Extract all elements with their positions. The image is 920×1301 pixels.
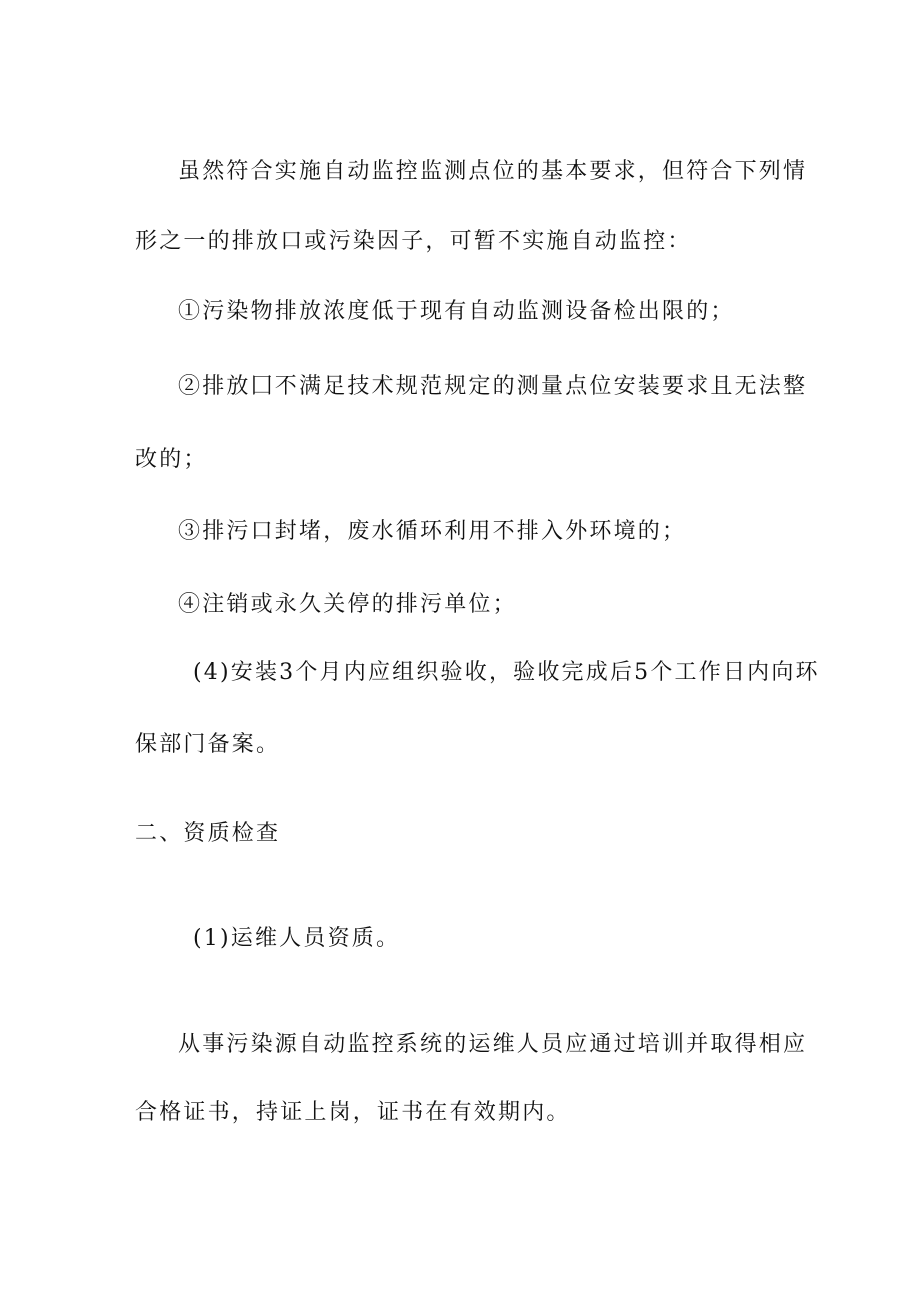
list-item-4: ④注销或永久关停的排污单位； xyxy=(178,592,517,617)
paragraph-4-line-2: 保部门备案。 xyxy=(135,732,281,757)
list-item-2-line-1: ②排放囗不满足技术规范规定的测量点位安装要求且无法整 xyxy=(178,374,808,399)
list-item-3: ③排污口封堵，废水循环利用不排入外环境的； xyxy=(178,519,687,544)
paragraph-personnel-line-2: 合格证书，持证上岗，证书在有效期内。 xyxy=(135,1100,571,1125)
paragraph-intro-line-2: 形之一的排放口或污染因子，可暂不实施自动监控： xyxy=(135,229,692,254)
list-item-2-line-2: 改的； xyxy=(135,447,208,472)
paragraph-intro-line-1: 虽然符合实施自动监控监测点位的基本要求，但符合下列情 xyxy=(178,159,808,184)
paragraph-personnel-line-1: 从事污染源自动监控系统的运维人员应通过培训并取得相应 xyxy=(178,1032,808,1057)
list-item-1: ①污染物排放浓度低于现有自动监测设备检出限的； xyxy=(178,299,735,324)
section-heading-qualification: 二、资质检查 xyxy=(135,821,281,846)
paragraph-4-line-1: (4)安装3个月内应组织验收，验收完成后5个工作日内向环 xyxy=(193,660,820,685)
subsection-heading-personnel: (1)运维人员资质。 xyxy=(193,926,401,951)
